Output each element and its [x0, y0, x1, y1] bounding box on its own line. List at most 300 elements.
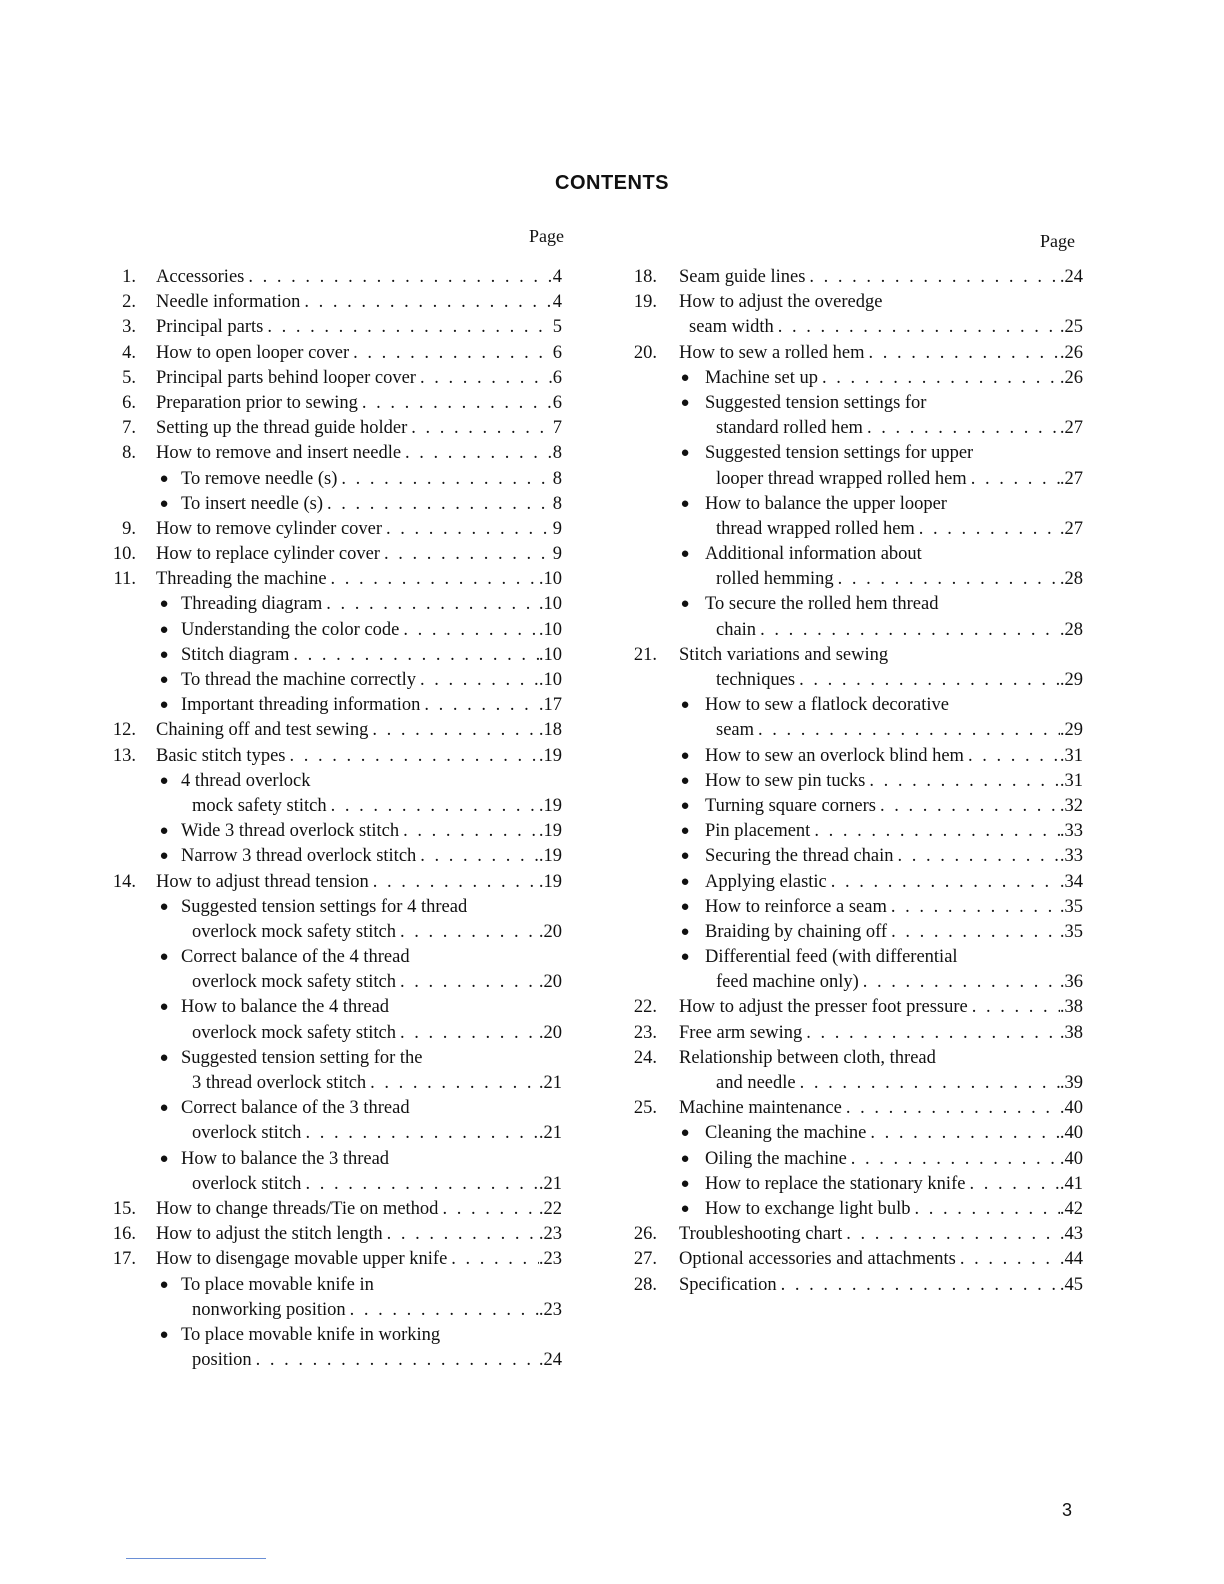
toc-item-number: 5.: [122, 367, 136, 388]
dot-leader: [396, 970, 539, 995]
dot-leader: [866, 1121, 1060, 1146]
toc-entry-title: How to balance the 4 thread: [181, 997, 390, 1018]
toc-entry-title: Optional accessories and attachments: [679, 1249, 956, 1270]
toc-item-number: 24.: [633, 1047, 657, 1068]
toc-line: [96, 542, 566, 567]
toc-entry-title: How to adjust thread tension: [156, 871, 369, 892]
toc-page-number: .33: [1059, 846, 1083, 867]
toc-line: [617, 341, 1087, 366]
toc-item-number: 16.: [112, 1224, 136, 1245]
toc-line: [96, 416, 566, 441]
toc-page-number: .35: [1059, 896, 1083, 917]
toc-entry-title: How to open looper cover: [156, 342, 350, 363]
toc-entry-title: Stitch diagram: [181, 644, 290, 665]
toc-entry-title: To remove needle (s): [181, 468, 338, 489]
toc-entry-title: Seam guide lines: [679, 267, 806, 287]
toc-entry-title: How to replace the stationary knife: [705, 1173, 966, 1194]
toc-entry-title: To secure the rolled hem thread: [705, 594, 939, 615]
toc-page-number: .21: [538, 1073, 562, 1093]
bullet-icon: ●: [680, 394, 690, 411]
toc-page-number: .43: [1059, 1224, 1083, 1245]
toc-entry-title: standard rolled hem: [716, 418, 863, 439]
toc-page-number: 4: [552, 292, 562, 313]
toc-line: [96, 1096, 566, 1121]
toc-page-number: 4: [552, 267, 562, 287]
toc-entry-title: How to replace cylinder cover: [156, 544, 380, 565]
dot-leader: [834, 567, 1060, 592]
toc-item-number: 27.: [633, 1249, 657, 1270]
toc-line: [96, 341, 566, 366]
toc-item-number: 25.: [633, 1098, 657, 1119]
toc-line: [96, 467, 566, 492]
toc-entry-title: Free arm sewing: [679, 1022, 803, 1043]
toc-entry-title: overlock stitch: [192, 1173, 302, 1194]
toc-page-number: .23: [538, 1249, 562, 1270]
toc-line: [617, 970, 1087, 995]
dot-leader: [774, 315, 1060, 340]
toc-line: [617, 492, 1087, 517]
toc-line: [617, 1121, 1087, 1146]
dot-leader: [805, 265, 1059, 290]
bullet-icon: ●: [159, 1326, 169, 1343]
toc-entry-title: Securing the thread chain: [705, 846, 894, 867]
bullet-icon: ●: [159, 1049, 169, 1066]
bullet-icon: ●: [680, 1150, 690, 1167]
dot-leader: [802, 1021, 1060, 1046]
dot-leader: [369, 870, 539, 895]
bullet-icon: ●: [680, 546, 690, 563]
toc-item-number: 13.: [112, 745, 136, 766]
toc-line: [96, 1222, 566, 1247]
toc-line: [617, 870, 1087, 895]
toc-entry-title: Troubleshooting chart: [679, 1224, 843, 1245]
toc-line: [96, 290, 566, 315]
toc-entry-title: overlock mock safety stitch: [192, 1022, 396, 1043]
toc-line: [617, 467, 1087, 492]
toc-item-number: 21.: [633, 644, 657, 665]
bullet-icon: ●: [159, 1276, 169, 1293]
toc-line: [617, 1096, 1087, 1121]
dot-leader: [327, 567, 539, 592]
toc-item-number: 4.: [122, 342, 136, 363]
dot-leader: [756, 618, 1060, 643]
toc-entry-title: Basic stitch types: [156, 745, 286, 766]
toc-line: [96, 668, 566, 693]
toc-page-number: .10: [538, 619, 562, 640]
toc-line: [96, 1172, 566, 1197]
bullet-icon: ●: [680, 1125, 690, 1142]
dot-leader: [346, 1298, 539, 1323]
toc-page-number: .21: [538, 1173, 562, 1194]
toc-entry-title: overlock mock safety stitch: [192, 972, 396, 993]
toc-item-number: 22.: [633, 997, 657, 1018]
toc-entry-title: Correct balance of the 4 thread: [181, 947, 410, 968]
dot-leader: [323, 492, 553, 517]
toc-line: [96, 1348, 566, 1373]
dot-leader: [300, 290, 552, 315]
dot-leader: [358, 391, 553, 416]
bullet-icon: ●: [680, 823, 690, 840]
toc-entry-title: rolled hemming: [716, 569, 834, 590]
bullet-icon: ●: [680, 747, 690, 764]
toc-item-number: 11.: [113, 569, 136, 590]
dot-leader: [865, 769, 1060, 794]
toc-page-number: .22: [538, 1198, 562, 1219]
toc-page-number: .36: [1059, 972, 1083, 993]
toc-entry-title: To insert needle (s): [181, 493, 324, 514]
toc-entry-title: To thread the machine correctly: [181, 670, 416, 690]
toc-item-number: 7.: [122, 418, 136, 439]
bullet-icon: ●: [680, 1175, 690, 1192]
toc-line: [96, 265, 566, 290]
toc-entry-title: Principal parts: [156, 317, 264, 338]
dot-leader: [796, 1071, 1060, 1096]
toc-entry-title: How to sew a flatlock decorative: [705, 695, 950, 716]
toc-page-number: .19: [538, 821, 562, 842]
toc-entry-title: Principal parts behind looper cover: [156, 367, 416, 388]
toc-page-number: .38: [1059, 1022, 1083, 1043]
dot-leader: [818, 366, 1060, 391]
toc-entry-title: nonworking position: [192, 1299, 346, 1320]
toc-entry-title: Suggested tension settings for 4 thread: [181, 896, 468, 917]
bullet-icon: ●: [159, 646, 169, 663]
dot-leader: [396, 1021, 539, 1046]
bullet-icon: ●: [680, 445, 690, 462]
toc-line: [617, 844, 1087, 869]
toc-item-number: 19.: [633, 292, 657, 313]
toc-line: [617, 769, 1087, 794]
bullet-icon: ●: [680, 369, 690, 386]
toc-line: [96, 769, 566, 794]
toc-line: [617, 391, 1087, 416]
bullet-icon: ●: [159, 470, 169, 487]
contents-left-column: [96, 265, 566, 1373]
toc-line: [617, 895, 1087, 920]
toc-page-number: .27: [1059, 418, 1083, 439]
toc-page-number: .24: [538, 1350, 562, 1371]
toc-page-number: .20: [538, 972, 562, 993]
toc-item-number: 9.: [122, 518, 136, 539]
dot-leader: [285, 744, 538, 769]
toc-line: [96, 1197, 566, 1222]
toc-line: [617, 643, 1087, 668]
toc-entry-title: How to balance the upper looper: [705, 493, 947, 514]
toc-entry-title: position: [192, 1350, 252, 1371]
toc-line: [96, 1046, 566, 1071]
dot-leader: [447, 1247, 539, 1272]
toc-entry-title: How to exchange light bulb: [705, 1198, 911, 1219]
toc-entry-title: Suggested tension settings for: [705, 392, 927, 413]
toc-line: [617, 920, 1087, 945]
dot-leader: [911, 1197, 1060, 1222]
toc-entry-title: Relationship between cloth, thread: [679, 1047, 936, 1068]
dot-leader: [401, 441, 553, 466]
toc-item-number: 3.: [122, 317, 136, 338]
bullet-icon: ●: [159, 1100, 169, 1117]
toc-line: [96, 391, 566, 416]
toc-line: [617, 441, 1087, 466]
toc-page-number: .32: [1059, 795, 1083, 816]
toc-line: [96, 643, 566, 668]
toc-line: [617, 794, 1087, 819]
toc-line: [617, 1046, 1087, 1071]
toc-page-number: .26: [1059, 367, 1083, 388]
dot-leader: [859, 970, 1060, 995]
toc-page-number: .26: [1059, 342, 1083, 363]
toc-line: [96, 744, 566, 769]
toc-page-number: .20: [538, 921, 562, 942]
toc-page-number: .19: [538, 745, 562, 766]
bullet-icon: ●: [159, 848, 169, 865]
toc-line: [96, 920, 566, 945]
toc-page-number: 8: [552, 468, 562, 489]
toc-line: [96, 567, 566, 592]
dot-leader: [964, 744, 1060, 769]
dot-leader: [399, 618, 539, 643]
toc-page-number: .45: [1059, 1274, 1083, 1295]
toc-page-number: 8: [552, 493, 562, 514]
toc-line: [617, 1222, 1087, 1247]
dot-leader: [327, 794, 539, 819]
toc-page-number: .17: [538, 695, 562, 716]
toc-entry-title: Machine maintenance: [679, 1098, 842, 1119]
toc-line: [96, 693, 566, 718]
toc-page-number: .33: [1059, 821, 1083, 842]
toc-entry-title: Threading diagram: [181, 594, 323, 615]
toc-page-number: .40: [1059, 1148, 1083, 1169]
bullet-icon: ●: [159, 898, 169, 915]
dot-leader: [754, 718, 1060, 743]
toc-entry-title: Important threading information: [181, 695, 421, 716]
toc-entry-title: How to sew a rolled hem: [679, 342, 865, 363]
toc-line: [617, 995, 1087, 1020]
toc-page-number: 7: [552, 418, 562, 439]
toc-line: [617, 567, 1087, 592]
dot-leader: [301, 1121, 538, 1146]
toc-entry-title: feed machine only): [716, 972, 859, 993]
toc-page-number: .24: [1059, 267, 1083, 287]
toc-item-number: 8.: [122, 443, 136, 464]
toc-page-number: .29: [1059, 720, 1083, 741]
dot-leader: [366, 1071, 539, 1096]
toc-item-number: 20.: [633, 342, 657, 363]
toc-entry-title: Suggested tension setting for the: [181, 1047, 423, 1068]
toc-entry-title: looper thread wrapped rolled hem: [716, 468, 967, 489]
bullet-icon: ●: [680, 797, 690, 814]
dot-leader: [795, 668, 1060, 693]
toc-entry-title: Machine set up: [705, 367, 819, 388]
toc-page-number: 6: [552, 392, 562, 413]
toc-page-number: .31: [1059, 770, 1083, 791]
toc-line: [617, 718, 1087, 743]
toc-page-number: .42: [1059, 1198, 1083, 1219]
toc-entry-title: Correct balance of the 3 thread: [181, 1098, 410, 1119]
toc-page-number: .20: [538, 1022, 562, 1043]
toc-entry-title: How to adjust the overedge: [679, 292, 883, 313]
toc-line: [96, 945, 566, 970]
bullet-icon: ●: [159, 1150, 169, 1167]
toc-page-number: .10: [538, 644, 562, 665]
toc-entry-title: Additional information about: [705, 544, 922, 565]
toc-item-number: 18.: [633, 267, 657, 287]
toc-page-number: .39: [1059, 1073, 1083, 1093]
toc-entry-title: 3 thread overlock stitch: [192, 1073, 367, 1093]
toc-page-number: .27: [1059, 518, 1083, 539]
dot-leader: [887, 895, 1060, 920]
dot-leader: [301, 1172, 538, 1197]
dot-leader: [289, 643, 538, 668]
toc-entry-title: Preparation prior to sewing: [156, 392, 358, 413]
toc-entry-title: Chaining off and test sewing: [156, 720, 369, 741]
dot-leader: [847, 1147, 1060, 1172]
toc-entry-title: Turning square corners: [705, 795, 876, 816]
toc-item-number: 26.: [633, 1224, 657, 1245]
toc-page-number: .10: [538, 594, 562, 615]
dot-leader: [322, 592, 539, 617]
toc-line: [617, 1197, 1087, 1222]
toc-line: [96, 441, 566, 466]
toc-entry-title: Threading the machine: [156, 569, 327, 590]
dot-leader: [956, 1247, 1060, 1272]
toc-entry-title: thread wrapped rolled hem: [716, 518, 915, 539]
toc-entry-title: Suggested tension settings for upper: [705, 443, 974, 464]
toc-line: [617, 693, 1087, 718]
toc-page-number: .34: [1059, 871, 1083, 892]
bullet-icon: ●: [159, 596, 169, 613]
toc-line: [96, 970, 566, 995]
toc-line: [617, 1071, 1087, 1096]
dot-leader: [968, 995, 1060, 1020]
toc-page-number: .10: [538, 670, 562, 690]
dot-leader: [416, 668, 539, 693]
toc-page-number: .27: [1059, 468, 1083, 489]
toc-item-number: 28.: [633, 1274, 657, 1295]
page-number: 3: [1062, 1500, 1073, 1520]
toc-entry-title: overlock mock safety stitch: [192, 921, 396, 942]
toc-item-number: 10.: [112, 544, 136, 565]
toc-page-number: .23: [538, 1299, 562, 1320]
toc-line: [617, 819, 1087, 844]
bullet-icon: ●: [680, 923, 690, 940]
toc-line: [617, 668, 1087, 693]
dot-leader: [887, 920, 1060, 945]
dot-leader: [810, 819, 1060, 844]
toc-entry-title: 4 thread overlock: [181, 770, 311, 791]
bullet-icon: ●: [680, 873, 690, 890]
bullet-icon: ●: [159, 949, 169, 966]
toc-page-number: 9: [552, 518, 562, 539]
dot-leader: [438, 1197, 538, 1222]
toc-entry-title: Understanding the color code: [181, 619, 400, 640]
dot-leader: [396, 920, 539, 945]
dot-leader: [863, 416, 1060, 441]
toc-page-number: 9: [552, 544, 562, 565]
toc-line: [96, 870, 566, 895]
dot-leader: [777, 1273, 1060, 1298]
toc-line: [96, 592, 566, 617]
toc-item-number: 14.: [112, 871, 136, 892]
toc-entry-title: To place movable knife in working: [181, 1324, 441, 1345]
dot-leader: [382, 517, 553, 542]
toc-page-number: .44: [1059, 1249, 1083, 1270]
toc-item-number: 1.: [122, 267, 136, 287]
toc-entry-title: Differential feed (with differential: [705, 947, 958, 968]
toc-entry-title: How to balance the 3 thread: [181, 1148, 390, 1169]
toc-line: [96, 995, 566, 1020]
dot-leader: [244, 265, 552, 290]
toc-entry-title: techniques: [716, 670, 796, 690]
bullet-icon: ●: [680, 898, 690, 915]
dot-leader: [337, 467, 552, 492]
toc-page-number: .28: [1059, 569, 1083, 590]
toc-line: [96, 1323, 566, 1348]
bullet-icon: ●: [680, 1200, 690, 1217]
dot-leader: [894, 844, 1060, 869]
toc-page-number: .10: [538, 569, 562, 590]
dot-leader: [416, 366, 553, 391]
toc-line: [617, 1247, 1087, 1272]
toc-entry-title: How to reinforce a seam: [705, 896, 887, 917]
toc-page-number: .21: [538, 1123, 562, 1144]
toc-entry-title: Braiding by chaining off: [705, 921, 888, 942]
bullet-icon: ●: [680, 596, 690, 613]
toc-entry-title: To place movable knife in: [181, 1274, 374, 1295]
bullet-icon: ●: [680, 495, 690, 512]
decorative-rule: [126, 1558, 266, 1559]
toc-line: [96, 366, 566, 391]
toc-page-number: .38: [1059, 997, 1083, 1018]
bullet-icon: ●: [159, 697, 169, 714]
toc-page-number: .40: [1059, 1098, 1083, 1119]
toc-entry-title: Narrow 3 thread overlock stitch: [181, 846, 417, 867]
toc-entry-title: seam width: [689, 317, 774, 338]
toc-entry-title: Stitch variations and sewing: [679, 644, 889, 665]
dot-leader: [252, 1348, 539, 1373]
toc-page-number: .19: [538, 795, 562, 816]
toc-line: [617, 517, 1087, 542]
toc-item-number: 23.: [633, 1022, 657, 1043]
toc-entry-title: How to disengage movable upper knife: [156, 1249, 448, 1270]
bullet-icon: ●: [159, 772, 169, 789]
page-title: CONTENTS: [555, 172, 669, 194]
toc-page-number: 6: [552, 342, 562, 363]
toc-page-number: .18: [538, 720, 562, 741]
toc-line: [617, 416, 1087, 441]
dot-leader: [876, 794, 1060, 819]
toc-page-number: .29: [1059, 670, 1083, 690]
bullet-icon: ●: [680, 949, 690, 966]
toc-line: [617, 744, 1087, 769]
toc-entry-title: seam: [716, 720, 755, 741]
toc-line: [617, 1021, 1087, 1046]
toc-entry-title: How to sew an overlock blind hem: [705, 745, 964, 766]
toc-line: [617, 1172, 1087, 1197]
dot-leader: [864, 341, 1059, 366]
bullet-icon: ●: [159, 672, 169, 688]
toc-entry-title: How to remove and insert needle: [156, 443, 402, 464]
toc-line: [617, 945, 1087, 970]
toc-item-number: 15.: [112, 1198, 136, 1219]
toc-entry-title: Specification: [679, 1274, 777, 1295]
toc-line: [617, 265, 1087, 290]
bullet-icon: ●: [680, 848, 690, 865]
toc-page-number: .19: [538, 846, 562, 867]
toc-line: [96, 1147, 566, 1172]
toc-page-number: .31: [1059, 745, 1083, 766]
toc-entry-title: Wide 3 thread overlock stitch: [181, 821, 400, 842]
toc-entry-title: overlock stitch: [192, 1123, 302, 1144]
dot-leader: [383, 1222, 539, 1247]
